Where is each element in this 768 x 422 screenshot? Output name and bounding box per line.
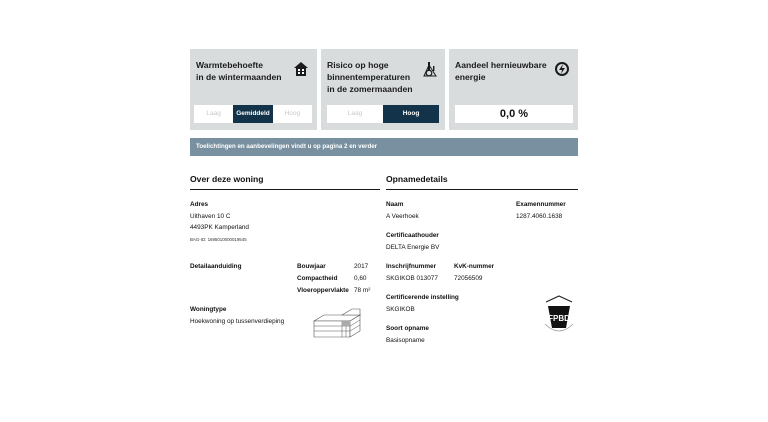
woningtype-label: Woningtype: [190, 306, 227, 313]
building-icon: [312, 307, 362, 339]
card-heat-demand: [190, 49, 317, 130]
detail-key-bouwjaar: Bouwjaar: [297, 263, 326, 270]
inschrijfnummer-value: SKGIKOB 013077: [386, 275, 438, 282]
renewable-share-value: 0,0 %: [455, 105, 573, 123]
certificaathouder-value: DELTA Energie BV: [386, 244, 440, 251]
adres-line2: 4493PK Kamperland: [190, 224, 249, 231]
bag-id: BAG-ID: 1695010000019545: [190, 237, 247, 242]
card-title: Warmtebehoefte in de wintermaanden: [196, 60, 282, 82]
soort-opname-label: Soort opname: [386, 325, 429, 332]
info-banner: Toelichtingen en aanbevelingen vindt u op pagina 2 en verder: [190, 138, 578, 156]
renewable-energy-icon: [554, 61, 570, 77]
inschrijfnummer-label: Inschrijfnummer: [386, 263, 437, 270]
thermometer-icon: [423, 61, 437, 77]
heat-demand-scale: [194, 105, 312, 123]
section-heading-opname: Opnamedetails: [386, 174, 448, 184]
card-overheating-risk: [321, 49, 445, 130]
adres-line1: Uithaven 10 C: [190, 213, 231, 220]
examennummer-label: Examennummer: [516, 201, 566, 208]
detail-key-vloeroppervlakte: Vloeroppervlakte: [297, 287, 349, 294]
instelling-value: SKGIKOB: [386, 306, 415, 313]
detail-value-bouwjaar: 2017: [354, 263, 369, 270]
option-laag: Laag: [206, 110, 221, 117]
kvk-value: 72056509: [454, 275, 483, 282]
kvk-label: KvK-nummer: [454, 263, 495, 270]
card-title: Aandeel hernieuwbare energie: [455, 60, 547, 82]
section-heading-woning: Over deze woning: [190, 174, 264, 184]
soort-opname-value: Basisopname: [386, 337, 425, 344]
detail-value-compactheid: 0,60: [354, 275, 367, 282]
detail-label: Detailaanduiding: [190, 263, 242, 270]
house-icon: [293, 61, 309, 77]
detail-key-compactheid: Compactheid: [297, 275, 338, 282]
option-hoog: Hoog: [383, 105, 439, 123]
option-laag: Laag: [347, 110, 363, 117]
certificaathouder-label: Certificaathouder: [386, 232, 439, 239]
divider: [386, 189, 578, 190]
logo-text: FPBD: [548, 314, 570, 323]
naam-value: A Veerhoek: [386, 213, 419, 220]
woningtype-value: Hoekwoning op tussenverdieping: [190, 318, 285, 325]
detail-value-vloeroppervlakte: 78 m²: [354, 287, 371, 294]
adres-label: Adres: [190, 201, 209, 208]
card-title: Risico op hoge binnentemperaturen in de zomermaanden: [327, 60, 413, 94]
option-hoog: Hoog: [284, 110, 301, 117]
option-gemiddeld: Gemiddeld: [233, 105, 272, 123]
card-renewable-share: [449, 49, 578, 130]
divider: [190, 189, 380, 190]
overheating-scale: [327, 105, 439, 123]
examennummer-value: 1287.4060.1638: [516, 213, 563, 220]
instelling-label: Certificerende instelling: [386, 294, 459, 301]
naam-label: Naam: [386, 201, 404, 208]
fpbd-logo: [542, 294, 576, 336]
